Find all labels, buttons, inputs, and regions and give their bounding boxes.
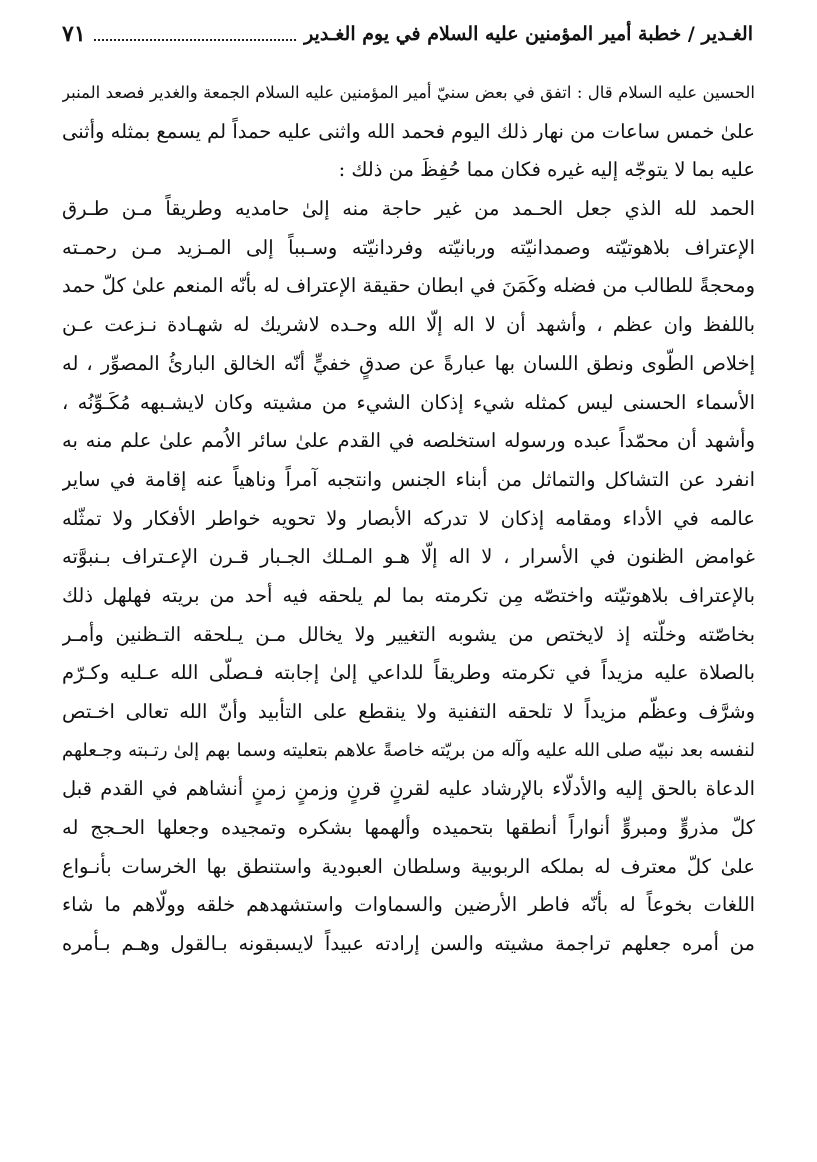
text-line: لنفسه بعد نبيّه صلى الله عليه وآله من بريّته خاصةً علاهم بتعليته وسما بهم إلىٰ رتـبته وجـعلهم bbox=[62, 739, 755, 761]
text-line: غوامض الظنون في الأسرار ، لا اله إلّا هـو المـلك الجـبار قـرن الإعـتراف بـنبوَّته bbox=[62, 545, 755, 569]
text-line: الإعتراف بلاهوتيّته وصمدانيّته وربانيّته وفردانيّته وسـبباً إلى المـزيد مـن رحمـته bbox=[62, 235, 755, 259]
header-title: الغـدير / خطبة أمير المؤمنين عليه السلام في يوم الغـدير bbox=[304, 23, 753, 45]
page-number: ٧١ bbox=[62, 21, 86, 47]
text-line: اللغات بخوعاً له بأنّه فاطر الأرضين والسماوات واستشهدهم خلقه وولّاهم ما شاء bbox=[62, 893, 755, 917]
text-line: الحمد لله الذي جعل الحـمد من غير حاجة منه إلىٰ حامديه وطريقاً مـن طـرق bbox=[62, 197, 755, 221]
text-line: بالصلاة عليه مزيداً في تكرمته وطريقاً للداعي إلىٰ إجابته فـصلّى الله عـليه وكـرّم bbox=[62, 661, 755, 685]
text-line: الحسين عليه السلام قال : اتفق في بعض سنيّ أمير المؤمنين عليه السلام الجمعة والغدير فصعد المنبر bbox=[62, 83, 755, 102]
text-line: وأشهد أن محمّداً عبده ورسوله استخلصه في القدم علىٰ سائر الاُمم علىٰ علم منه به bbox=[62, 429, 755, 453]
text-line: باللفظ وان عظم ، وأشهد أن لا اله إلّا الله وحـده لاشريك له شهـادة نـزعت عـن bbox=[62, 313, 755, 337]
text-line: الدعاة بالحق إليه والأدلّاء بالإرشاد عليه لقرنٍ قرنٍ وزمنٍ زمنٍ أنشاهم في القدم قبل bbox=[62, 777, 755, 801]
text-line: بخاصّته وخلّته إذ لايختص من يشوبه التغيير ولا يخالل مـن يـلحقه التـظنين وأمـر bbox=[62, 622, 755, 646]
text-line: إخلاص الطّوى ونطق اللسان بها عبارةً عن صدقٍ خفيٍّ أنّه الخالق البارئُ المصوِّر ، له bbox=[62, 351, 755, 375]
text-line: من أمره جعلهم تراجمة مشيته والسن إرادته عبيداً لايسبقونه بـالقول وهـم بـأمره bbox=[62, 932, 755, 956]
text-line: علىٰ كلّ معترف له بملكه الربوبية وسلطان العبودية واستنطق بها الخرسات بأنـواع bbox=[62, 854, 755, 878]
text-line: وشرَّف وعظّم مزيداً لا تلحقه التفنية ولا ينقطع على التأبيد وأنّ الله تعالى اخـتص bbox=[62, 700, 755, 723]
text-line: عالمه في الأداء ومقامه إذكان لا تدركه الأبصار ولا تحويه خواطر الأفكار ولا تمثّله bbox=[62, 506, 755, 530]
text-line: علىٰ خمس ساعات من نهار ذلك اليوم فحمد الله واثنى عليه حمداً لم يسمع بمثله وأثنى bbox=[62, 119, 755, 143]
text-line: انفرد عن التشاكل والتماثل من أبناء الجنس وانتجبه آمراً وناهياً عنه إقامة في ساير bbox=[62, 467, 755, 491]
text-line: بالإعتراف بلاهوتيّته واختصّه مِن تكرمته بما لم يلحقه فيه أحد من بريته فهلهل ذلك bbox=[62, 583, 755, 607]
running-header bbox=[62, 14, 753, 54]
text-line: الأسماء الحسنى ليس كمثله شيء إذكان الشيء من مشيته وكان لايشـبهه مُكَـوِّنُه ، bbox=[62, 390, 755, 414]
header-dot-leader bbox=[94, 39, 296, 41]
text-line: عليه بما لا يتوجّه إليه غيره فكان مما حُفِظَ من ذلك : bbox=[338, 158, 755, 182]
text-line: ومحجةً للطالب من فضله وكَمَنَ في ابطان حقيقة الإعتراف له بأنّه المنعم علىٰ كلّ حمد bbox=[62, 274, 755, 298]
text-line: كلّ مذروٍّ ومبروٍّ أنواراً أنطقها بتحميده وألهمها بشكره وتمجيده وجعلها الحـجج له bbox=[62, 816, 755, 840]
body-text bbox=[62, 74, 755, 964]
